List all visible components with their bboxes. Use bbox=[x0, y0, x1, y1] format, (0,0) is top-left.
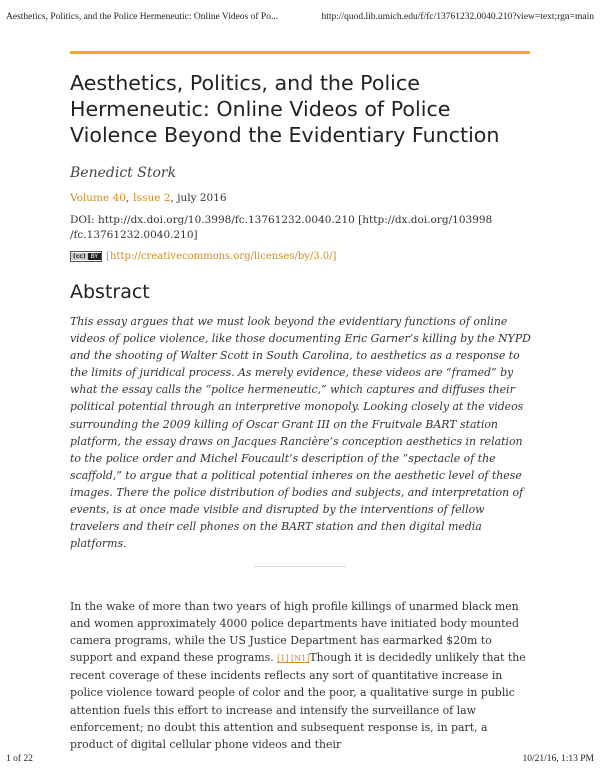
footnote-link[interactable]: [1] [N1] bbox=[277, 654, 310, 664]
abstract-text: This essay argues that we must look beyond the evidentiary functions of online videos of police violence, like those documenting Eric Garner’s killing by the NYPD and the shooting of Walter Scott in South Carolina, to aesthetics as a response to the limits of juridical process. As merely evidence, these videos are “framed” by what the essay calls the “police hermeneutic,” which captures and diffuses their political potential through an interpretive monopoly. Looking closely at the videos surrounding the 2009 killing of Oscar Grant III on the Fruitvale BART station platform, the essay draws on Jacques Rancière’s conception aesthetics in relation to the police order and Michel Foucault’s description of the “spectacle of the scaffold,” to argue that a political potential inheres on the aesthetic level of these images. There the police distribution of bodies and subjects, and interpretation of events, is at once made visible and disrupted by the interventions of fellow travelers and their cell phones on the BART station and then digital media platforms. bbox=[70, 315, 531, 551]
body-paragraph bbox=[70, 598, 532, 753]
print-datetime: 10/21/16, 1:13 PM bbox=[522, 754, 594, 764]
abstract-heading: Abstract bbox=[70, 281, 150, 303]
print-page-title: Aesthetics, Politics, and the Police Hermeneutic: Online Videos of Po... bbox=[6, 12, 279, 22]
section-divider bbox=[254, 566, 346, 567]
accent-rule bbox=[70, 51, 530, 54]
cc-by-license-icon[interactable]: (cc) BY bbox=[70, 251, 102, 262]
article-title: Aesthetics, Politics, and the Police Hermeneutic: Online Videos of Police Violence Beyond the Evidentiary Function bbox=[70, 71, 500, 147]
volume-issue-line: Volume 40, Issue 2, july 2016 bbox=[70, 192, 227, 204]
page-count: 1 of 22 bbox=[6, 754, 33, 764]
volume-link[interactable]: Volume 40 bbox=[70, 192, 126, 204]
issue-link[interactable]: Issue 2 bbox=[132, 192, 171, 204]
print-url: http://quod.lib.umich.edu/f/fc/13761232.0040.210?view=text;rgn=main bbox=[321, 12, 594, 22]
print-footer bbox=[6, 754, 594, 764]
license-link[interactable]: [http://creativecommons.org/licenses/by/3.0/] bbox=[106, 251, 337, 262]
license-line bbox=[70, 251, 336, 262]
body-text-start: In the wake of more than two years of high profile killings of unarmed black men and women approximately 4000 police departments have initiated body mounted camera programs, while the US Justice Department has earmarked $20m to support and expand these programs. bbox=[70, 600, 519, 665]
publication-date: , july 2016 bbox=[170, 192, 227, 204]
print-header bbox=[6, 12, 594, 22]
body-text-rest: Though it is decidedly unlikely that the recent coverage of these incidents reflects any sort of quantitative increase in police violence toward people of color and the poor, a qualitative surge in public attention fuels this effort to increase and intensify the surveillance of law enforcement; no doubt this attention and subsequent response is, in part, a product of digital cellular phone videos and their bbox=[70, 651, 526, 751]
doi-line[interactable]: DOI: http://dx.doi.org/10.3998/fc.13761232.0040.210 [http://dx.doi.org/103998 /fc.13761232.0040.210] bbox=[70, 214, 493, 241]
article-author: Benedict Stork bbox=[70, 165, 177, 181]
